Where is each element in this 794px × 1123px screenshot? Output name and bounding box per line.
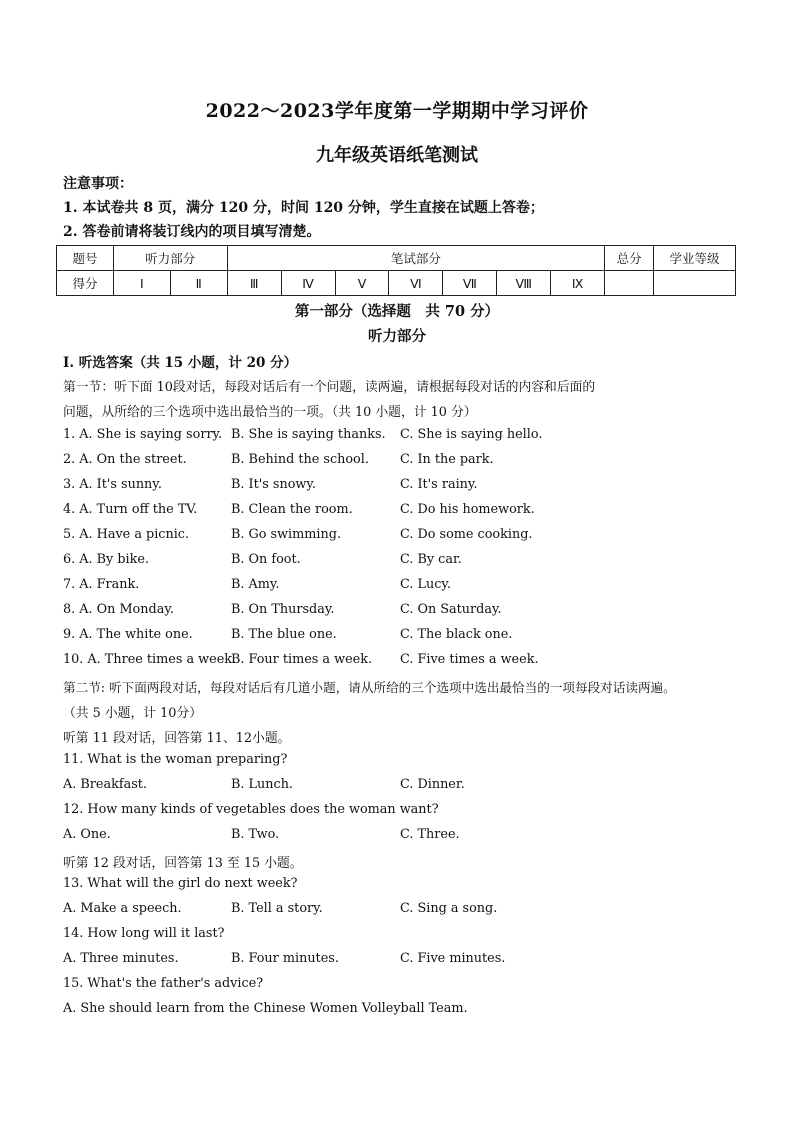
exam-subtitle: 九年级英语纸笔测试 xyxy=(316,145,478,166)
q1-option-a: 1. A. She is saying sorry. xyxy=(63,427,223,442)
q6-option-c: C. By car. xyxy=(400,552,462,567)
q10-option-b: B. Four times a week. xyxy=(231,652,373,667)
q2-option-b: B. Behind the school. xyxy=(231,452,369,467)
score-col-8: Ⅷ xyxy=(497,271,551,296)
score-col-7: Ⅶ xyxy=(443,271,497,296)
q3-option-a: 3. A. It's sunny. xyxy=(63,477,162,492)
total-score-cell: 总分 xyxy=(605,246,654,271)
q11-option-c: C. Dinner. xyxy=(400,777,465,792)
total-score-input xyxy=(605,271,654,296)
q1-option-b: B. She is saying thanks. xyxy=(231,427,386,442)
q1-option-c: C. She is saying hello. xyxy=(400,427,543,442)
question-14: 14. How long will it last? xyxy=(63,926,225,941)
question-11: 11. What is the woman preparing? xyxy=(63,752,288,767)
sub1-instructions-2: 问题，从所给的三个选项中选出最恰当的一项。（共 10 小题，计 10 分） xyxy=(63,405,477,420)
q12-option-b: B. Two. xyxy=(231,827,280,842)
listening-heading: 听力部分 xyxy=(368,328,426,345)
score-col-6: Ⅵ xyxy=(389,271,443,296)
written-part-cell: 笔试部分 xyxy=(227,246,604,271)
q13-option-c: C. Sing a song. xyxy=(400,901,498,916)
dialog-11-instruction: 听第 11 段对话，回答第 11、12小题。 xyxy=(63,731,291,746)
q5-option-c: C. Do some cooking. xyxy=(400,527,533,542)
q6-option-b: B. On foot. xyxy=(231,552,301,567)
q8-option-b: B. On Thursday. xyxy=(231,602,335,617)
q2-option-c: C. In the park. xyxy=(400,452,494,467)
score-col-5: Ⅴ xyxy=(335,271,389,296)
sub2-instructions-2: （共 5 小题，计 10分） xyxy=(63,706,203,721)
section-title: I. 听选答案（共 15 小题，计 20 分） xyxy=(63,355,298,371)
q9-option-b: B. The blue one. xyxy=(231,627,337,642)
score-table-header-row xyxy=(57,246,736,271)
score-col-2: Ⅱ xyxy=(170,271,227,296)
q10-option-c: C. Five times a week. xyxy=(400,652,539,667)
q8-option-a: 8. A. On Monday. xyxy=(63,602,174,617)
q8-option-c: C. On Saturday. xyxy=(400,602,502,617)
q13-option-b: B. Tell a story. xyxy=(231,901,323,916)
q14-option-c: C. Five minutes. xyxy=(400,951,506,966)
q5-option-b: B. Go swimming. xyxy=(231,527,342,542)
grade-input xyxy=(654,271,736,296)
q4-option-a: 4. A. Turn off the TV. xyxy=(63,502,198,517)
q7-option-b: B. Amy. xyxy=(231,577,280,592)
listening-part-cell: 听力部分 xyxy=(113,246,227,271)
q4-option-b: B. Clean the room. xyxy=(231,502,353,517)
notes-heading: 注意事项： xyxy=(63,176,133,192)
note-item-1: 1. 本试卷共 8 页，满分 120 分，时间 120 分钟，学生直接在试题上答卷； xyxy=(63,200,544,216)
score-row-label: 得分 xyxy=(57,271,114,296)
part1-heading: 第一部分（选择题 共 70 分） xyxy=(294,303,500,320)
q7-option-a: 7. A. Frank. xyxy=(63,577,140,592)
sub1-instructions-1: 第一节：听下面 10段对话，每段对话后有一个问题，读两遍，请根据每段对话的内容和后面的 xyxy=(63,380,596,395)
question-13: 13. What will the girl do next week? xyxy=(63,876,298,891)
q12-option-c: C. Three. xyxy=(400,827,460,842)
q3-option-b: B. It's snowy. xyxy=(231,477,316,492)
q2-option-a: 2. A. On the street. xyxy=(63,452,187,467)
question-12: 12. How many kinds of vegetables does the woman want? xyxy=(63,802,439,817)
q10-option-a: 10. A. Three times a week. xyxy=(63,652,237,667)
q14-option-a: A. Three minutes. xyxy=(63,951,179,966)
q12-option-a: A. One. xyxy=(63,827,111,842)
score-table xyxy=(56,245,736,296)
score-col-1: Ⅰ xyxy=(113,271,170,296)
q7-option-c: C. Lucy. xyxy=(400,577,451,592)
score-table-score-row xyxy=(57,271,736,296)
q3-option-c: C. It's rainy. xyxy=(400,477,478,492)
q14-option-b: B. Four minutes. xyxy=(231,951,339,966)
q15-option-a: A. She should learn from the Chinese Women Volleyball Team. xyxy=(63,1001,468,1016)
score-col-3: Ⅲ xyxy=(227,271,281,296)
q4-option-c: C. Do his homework. xyxy=(400,502,535,517)
q11-option-b: B. Lunch. xyxy=(231,777,293,792)
q9-option-c: C. The black one. xyxy=(400,627,513,642)
exam-title: 2022～2023学年度第一学期期中学习评价 xyxy=(205,100,589,122)
q6-option-a: 6. A. By bike. xyxy=(63,552,150,567)
q11-option-a: A. Breakfast. xyxy=(63,777,147,792)
question-15: 15. What's the father's advice? xyxy=(63,976,264,991)
grade-cell: 学业等级 xyxy=(654,246,736,271)
dialog-12-instruction: 听第 12 段对话，回答第 13 至 15 小题。 xyxy=(63,856,303,871)
q13-option-a: A. Make a speech. xyxy=(63,901,182,916)
sub2-instructions-1: 第二节: 听下面两段对话，每段对话后有几道小题，请从所给的三个选项中选出最恰当的一项每段对话读两遍。 xyxy=(63,680,676,695)
score-col-4: Ⅳ xyxy=(281,271,335,296)
score-col-9: Ⅸ xyxy=(551,271,605,296)
note-item-2: 2. 答卷前请将装订线内的项目填写清楚。 xyxy=(63,224,321,240)
q9-option-a: 9. A. The white one. xyxy=(63,627,193,642)
score-table-label: 题号 xyxy=(57,246,114,271)
q5-option-a: 5. A. Have a picnic. xyxy=(63,527,190,542)
